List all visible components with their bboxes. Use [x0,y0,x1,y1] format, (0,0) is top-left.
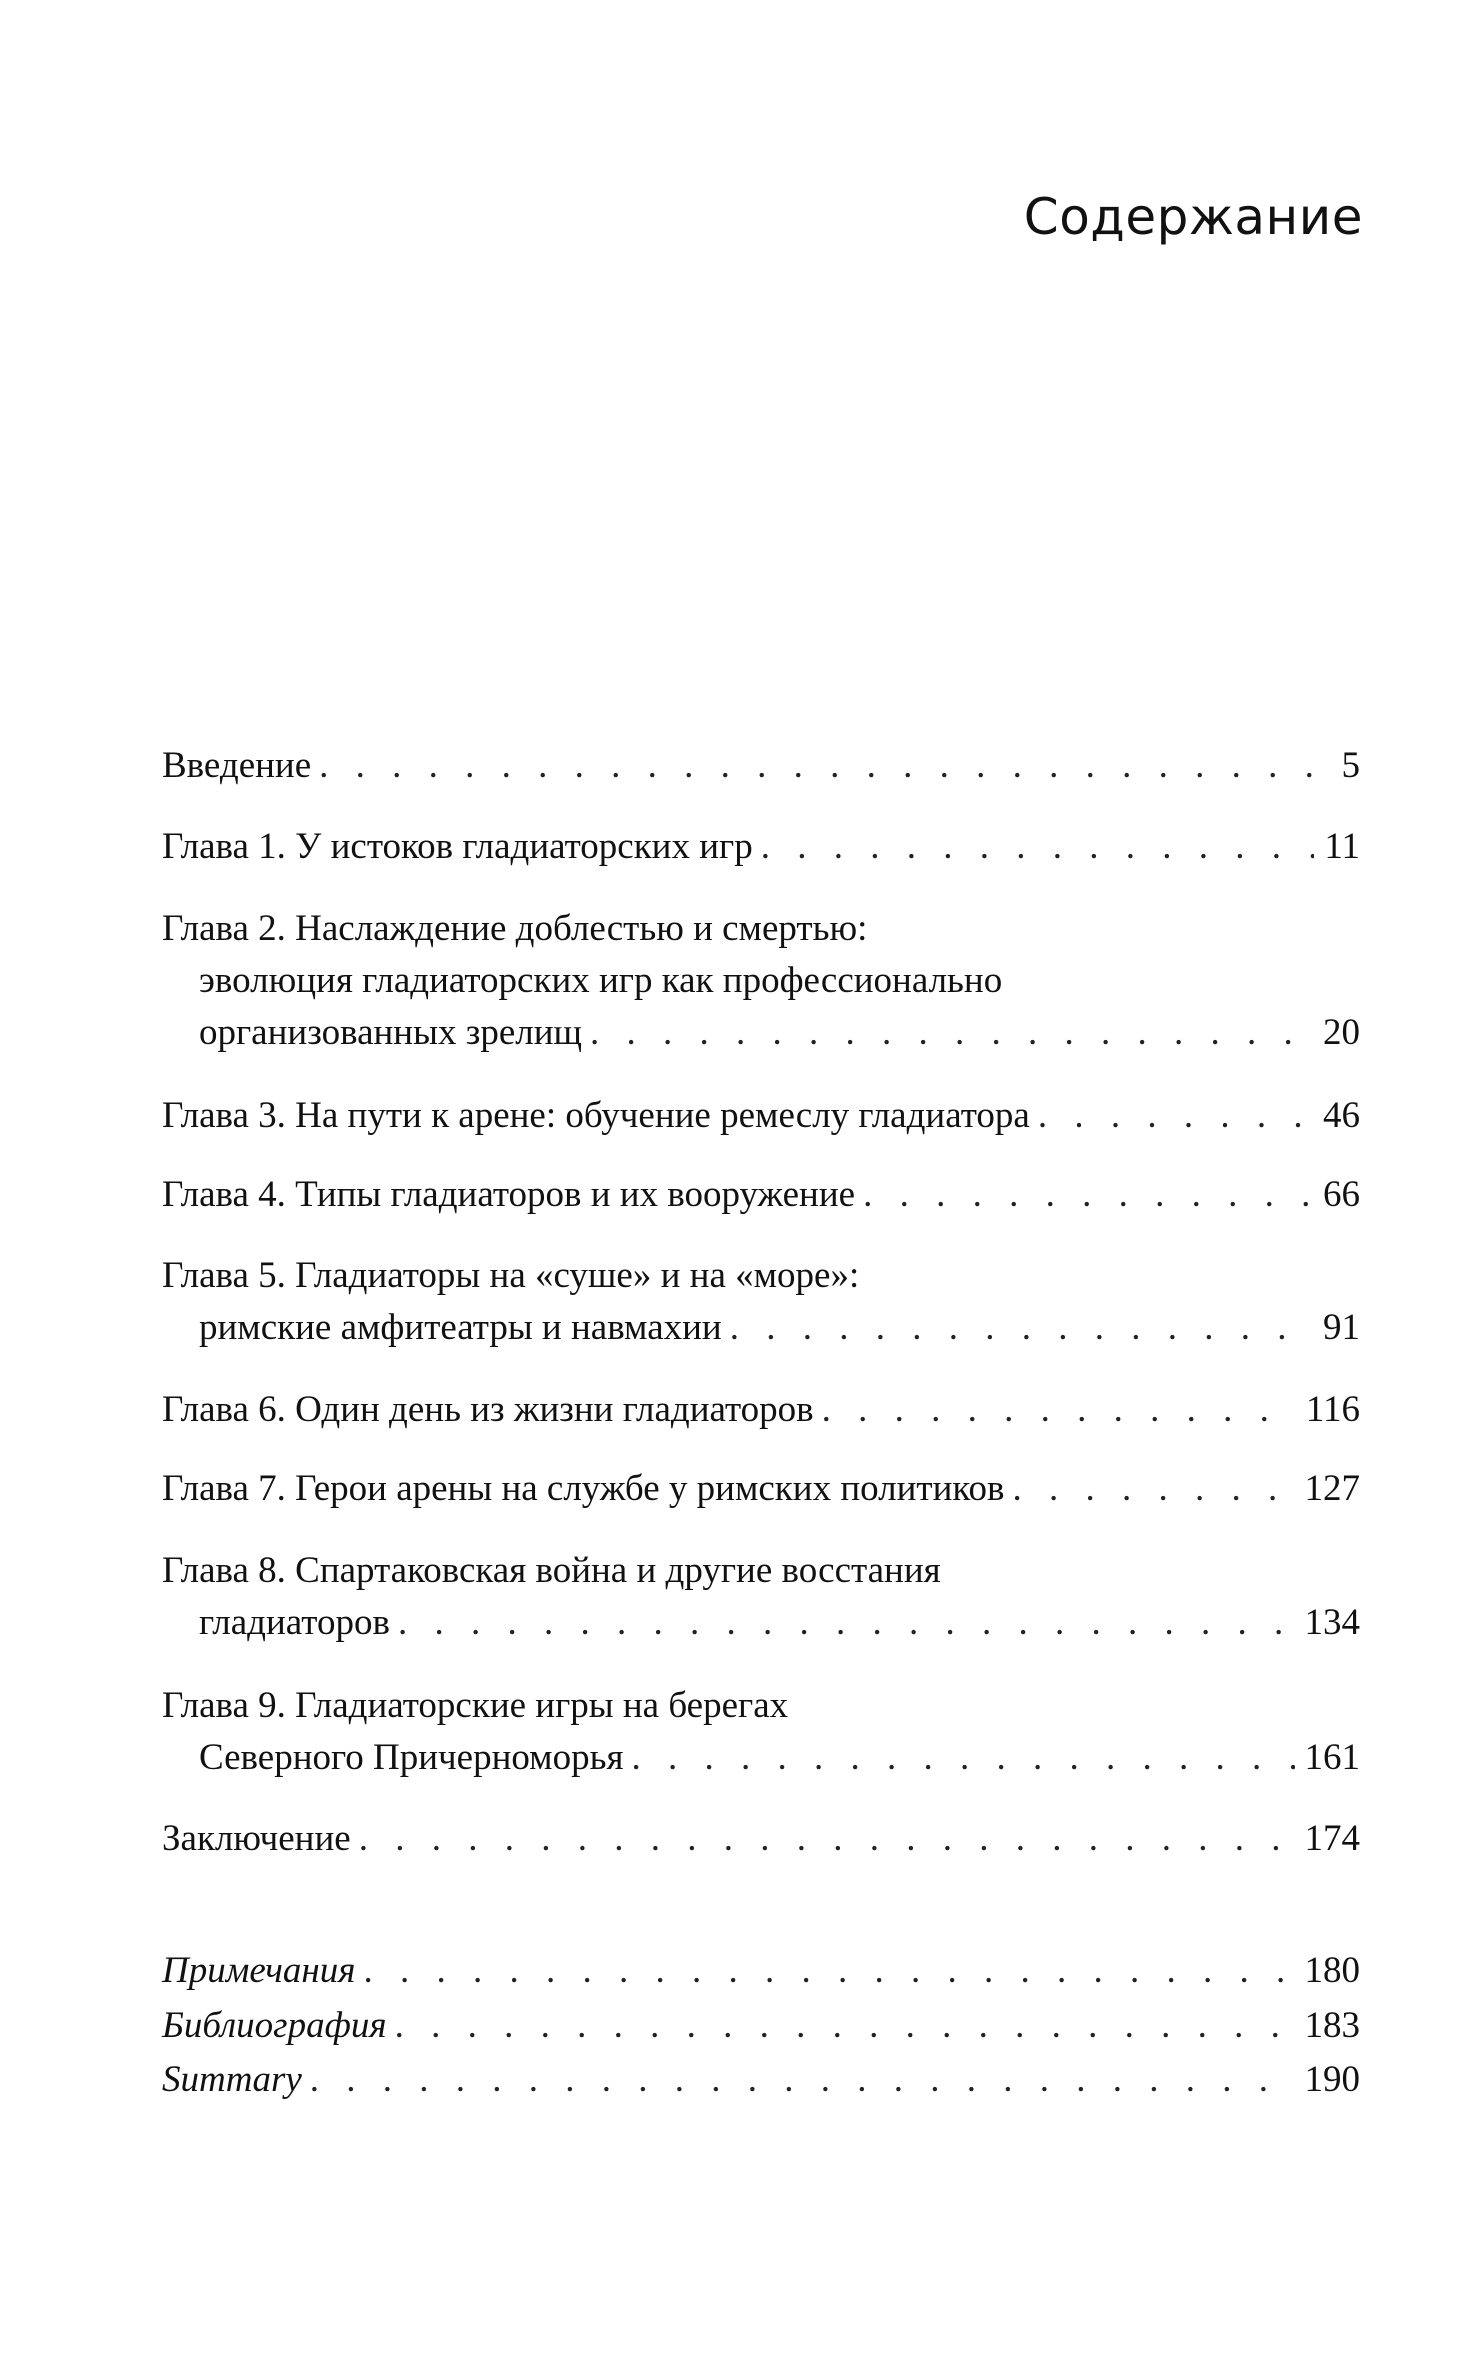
toc-entry-title: Глава 5. Гладиаторы на «суше» и на «море»: [162,1255,860,1296]
toc-entry-summary[interactable] [162,2054,1360,2106]
dot-leader [1012,1463,1294,1515]
toc-entry-bibliography[interactable] [162,2000,1360,2052]
dot-leader [863,1169,1313,1221]
dot-leader [822,1384,1296,1436]
toc-entry-title: Глава 9. Гладиаторские игры на берегах [162,1685,789,1726]
toc-entry-chapter-8[interactable] [162,1545,1360,1649]
toc-entry-conclusion[interactable] [162,1813,1360,1865]
toc-entry-title: Примечания [162,1950,356,1991]
toc-entry-chapter-7[interactable] [162,1463,1360,1515]
dot-leader [395,2000,1295,2052]
toc-page-number: 190 [1304,2059,1360,2100]
toc-entry-title: Глава 6. Один день из жизни гладиаторов [162,1389,814,1430]
toc-page-number: 46 [1323,1095,1360,1136]
toc-entry-chapter-3[interactable] [162,1090,1360,1142]
toc-page-number: 66 [1323,1174,1360,1215]
dot-leader [1038,1090,1313,1142]
toc-entry-chapter-4[interactable] [162,1169,1360,1221]
toc-page-number: 91 [1323,1307,1360,1348]
toc-entry-title: Библиография [162,2005,387,2046]
toc-entry-chapter-5[interactable] [162,1250,1360,1354]
toc-page-number: 5 [1341,745,1360,786]
toc-page-number: 20 [1323,1012,1360,1053]
toc-page-number: 134 [1304,1602,1360,1643]
toc-page-number: 174 [1304,1818,1360,1859]
toc-entry-title: Введение [162,745,312,786]
toc-entry-title-continued: организованных зрелищ [199,1012,583,1053]
dot-leader [590,1007,1313,1059]
dot-leader [761,821,1315,873]
toc-page-number: 180 [1304,1950,1360,1991]
dot-leader [730,1302,1313,1354]
toc-entry-title-continued: Северного Причерноморья [199,1737,624,1778]
dot-leader [310,2054,1295,2106]
toc-entry-title: Глава 7. Герои арены на службе у римских политиков [162,1468,1005,1509]
toc-entry-chapter-2[interactable] [162,903,1360,1059]
dot-leader [632,1732,1295,1784]
toc-page-number: 183 [1304,2005,1360,2046]
toc-entry-title: Глава 4. Типы гладиаторов и их вооружение [162,1174,856,1215]
toc-entry-title: Summary [162,2059,302,2100]
toc-page-number: 161 [1304,1737,1360,1778]
toc-entry-title: Глава 1. У истоков гладиаторских игр [162,826,753,867]
toc-entry-title: Глава 8. Спартаковская война и другие восстания [162,1550,941,1591]
toc-entry-title: Глава 3. На пути к арене: обучение ремеслу гладиатора [162,1095,1030,1136]
toc-entry-title-continued: римские амфитеатры и навмахии [199,1307,722,1348]
dot-leader [359,1813,1295,1865]
dot-leader [319,740,1331,792]
toc-entry-title: Глава 2. Наслаждение доблестью и смертью: [162,908,868,949]
toc-entry-title-continued: гладиаторов [199,1602,390,1643]
toc-entry-chapter-9[interactable] [162,1680,1360,1784]
toc-entry-chapter-1[interactable] [162,821,1360,873]
dot-leader [398,1597,1295,1649]
toc-entry-title-continued: эволюция гладиаторских игр как профессионально [199,960,1003,1001]
toc-entry-chapter-6[interactable] [162,1384,1360,1436]
dot-leader [363,1945,1294,1997]
toc-page-number: 116 [1305,1389,1360,1430]
toc-page-number: 11 [1324,826,1360,867]
toc-entry-introduction[interactable] [162,740,1360,792]
toc-page-number: 127 [1304,1468,1360,1509]
page-title: Содержание [1023,188,1363,246]
toc-entry-notes[interactable] [162,1945,1360,1997]
toc-entry-title: Заключение [162,1818,351,1859]
